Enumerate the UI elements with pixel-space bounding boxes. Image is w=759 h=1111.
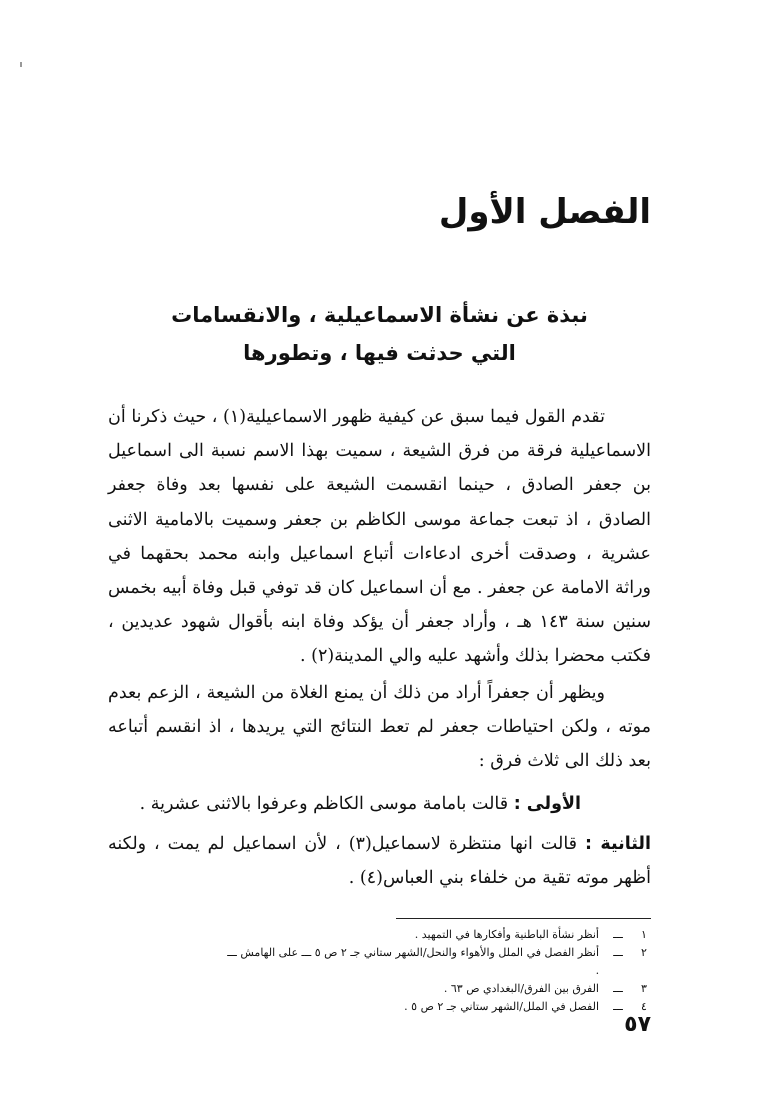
page-number: ٥٧ [624,1012,651,1037]
footnote-divider [396,918,651,919]
footnotes [221,926,651,1016]
list-item-label: الثانية : [584,834,652,854]
footnote-text: الفصل في الملل/الشهر ستاني جـ ٢ ص ٥ . [404,1000,599,1013]
chapter-title: الفصل الأول [438,192,651,232]
paragraph-1: تقدم القول فيما سبق عن كيفية ظهور الاسماعيلية(١) ، حيث ذكرنا أن الاسماعيلية فرقة من فرق الشيعة ، سميت بهذا الاسم نسبة الى اسماعيل بن جعفر الصادق ، حينما انقسمت الشيعة على نفسها بعد وفاة جعفر الصادق ، اذ تبعت جماعة موسى الكاظم بن جعفر وسميت بالامامية الاثنى عشرية ، وصدقت أخرى ادعاءات أتباع اسماعيل وابنه محمد بحقهما في وراثة الامامة عن جعفر . مع أن اسماعيل كان قد توفي قبل وفاة أبيه بخمس سنين سنة ١٤٣ هـ ، وأراد جعفر أن يؤكد وفاة ابنه بأقوال شهود عديدين ، فكتب محضرا بذلك وأشهد عليه والي المدينة(٢) . [108,407,651,667]
list-item-second [108,827,651,895]
footnote-dash: ـــ [613,1000,623,1013]
list-item-label: الأولى : [513,794,581,814]
list-item-text: قالت انها منتظرة لاسماعيل(٣) ، لأن اسماعيل لم يمت ، ولكنه أظهر موته تقية من خلفاء بني العباس(٤) . [108,834,651,889]
paragraph-2: ويظهر أن جعفراً أراد من ذلك أن يمنع الغلاة من الشيعة ، الزعم بعدم موته ، ولكن احتياطات جعفر لم تعط النتائج التي يريدها ، اذ انقسم أتباعه بعد ذلك الى ثلاث فرق : [108,683,651,772]
footnote-item [221,998,651,1016]
list-item-first [108,787,651,821]
footnote-number: ٢ [641,946,647,959]
section-heading-line-2: التي حدثت فيها ، وتطورها [243,341,516,365]
footnote-number: ٤ [641,1000,647,1013]
footnote-text: أنظر الفصل في الملل والأهواء والنحل/الشهر ستاني جـ ٢ ص ٥ ـــ على الهامش ـــ . [227,946,600,977]
footnote-dash: ـــ [613,982,623,995]
footnote-text: أنظر نشأة الباطنية وأفكارها في التمهيد . [414,928,599,941]
footnote-text: الفرق بين الفرق/البغدادي ص ٦٣ . [443,982,599,995]
footnote-item [221,944,651,980]
list-item-text: قالت بامامة موسى الكاظم وعرفوا بالاثنى عشرية . [139,794,509,814]
scan-speck [20,62,22,67]
footnote-item [221,980,651,998]
footnote-number: ٣ [641,982,647,995]
footnote-number: ١ [641,928,647,941]
footnote-dash: ـــ [613,928,623,941]
section-heading [150,296,609,372]
footnote-dash: ـــ [613,946,623,959]
section-heading-line-1: نبذة عن نشأة الاسماعيلية ، والانقسامات [171,303,588,327]
footnote-item [221,926,651,944]
